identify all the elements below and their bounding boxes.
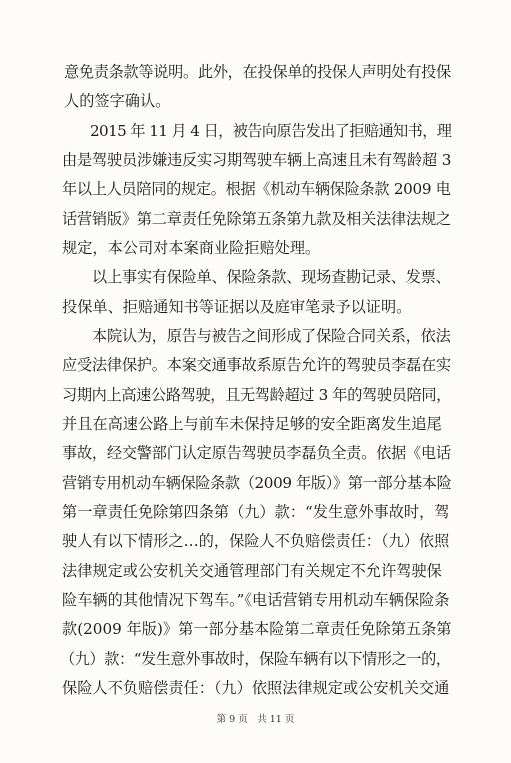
- page-number-footer: 第 9 页 共 11 页: [216, 714, 295, 725]
- text-line: 应受法律保护。本案交通事故系原告允许的驾驶员李磊在实: [62, 356, 451, 374]
- text-line: 由是驾驶员涉嫌违反实习期驾驶车辆上高速且未有驾龄超 3: [62, 151, 452, 169]
- text-line: 人的签字确认。: [64, 92, 171, 110]
- text-line: 投保单、拒赔通知书等证据以及庭审笔录予以证明。: [62, 298, 412, 316]
- text-line: 险车辆的其他情况下驾车。”《电话营销专用机动车辆保险条: [62, 591, 450, 609]
- text-line: 2015 年 11 月 4 日，被告向原告发出了拒赔通知书，理: [90, 122, 452, 140]
- text-line: 规定，本公司对本案商业险拒赔处理。: [62, 239, 321, 257]
- text-line: 款(2009 年版)》第一部分基本险第二章责任免除第五条第: [62, 620, 452, 638]
- text-line: 意免责条款等说明。此外，在投保单的投保人声明处有投保: [64, 63, 451, 81]
- text-line: 习期内上高速公路驾驶，且无驾龄超过 3 年的驾驶员陪同，: [62, 386, 452, 404]
- text-line: 营销专用机动车辆保险条款（2009 年版）》第一部分基本险: [62, 474, 452, 492]
- text-line: 并且在高速公路上与前车未保持足够的安全距离发生追尾: [62, 415, 442, 433]
- text-line: （九）款：“发生意外事故时，保险车辆有以下情形之一的，: [60, 650, 451, 668]
- text-line: 保险人不负赔偿责任：（九）依照法律规定或公安机关交通: [62, 679, 450, 697]
- text-line: 年以上人员陪同的规定。根据《机动车辆保险条款 2009 电: [62, 180, 451, 198]
- text-line: 本院认为，原告与被告之间形成了保险合同关系，依法: [92, 327, 451, 345]
- text-line: 驶人有以下情形之…的，保险人不负赔偿责任：（九）依照: [62, 532, 450, 550]
- text-line: 以上事实有保险单、保险条款、现场查勘记录、发票、: [92, 268, 451, 286]
- text-line: 第一章责任免除第四条第（九）款：“发生意外事故时，驾: [62, 503, 450, 521]
- text-line: 话营销版》第二章责任免除第五条第九款及相关法律法规之: [62, 210, 451, 228]
- text-line: 事故，经交警部门认定原告驾驶员李磊负全责。依据《电话: [62, 444, 451, 462]
- text-line: 法律规定或公安机关交通管理部门有关规定不允许驾驶保: [62, 562, 442, 580]
